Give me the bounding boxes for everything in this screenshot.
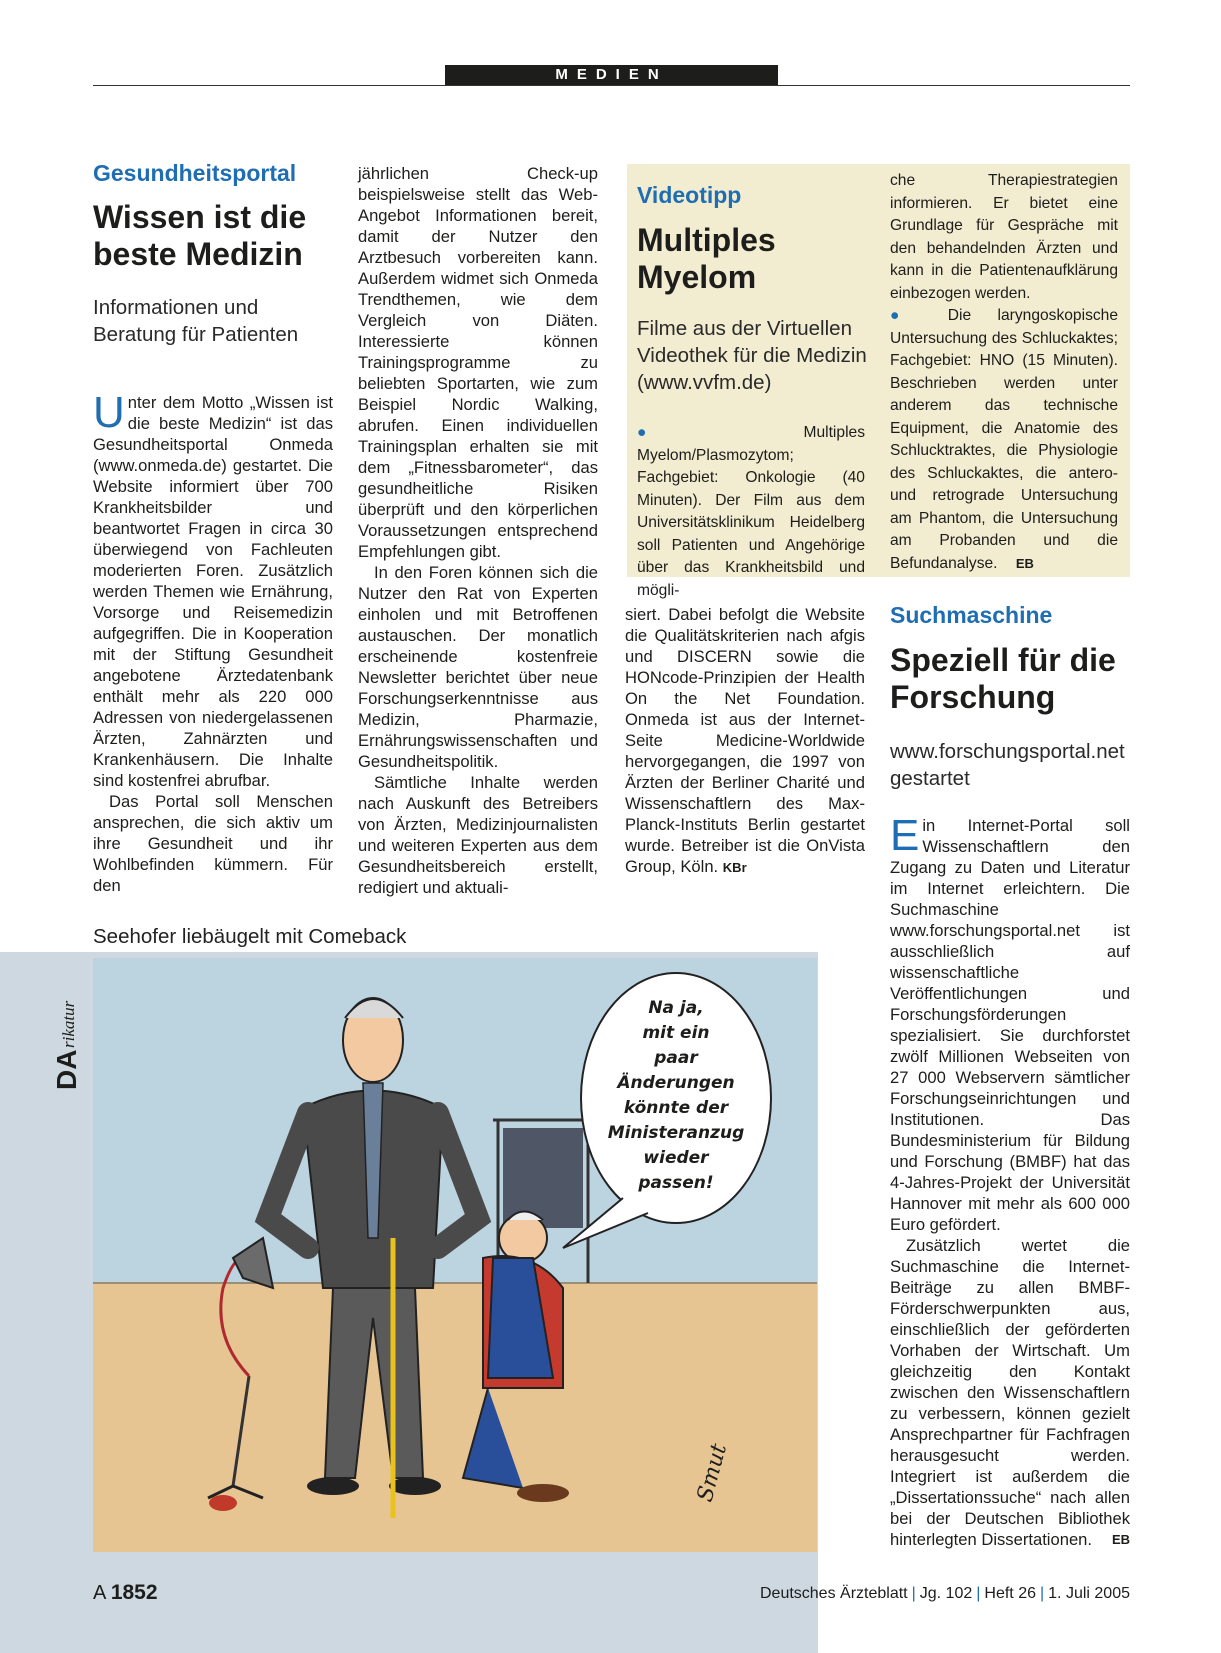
article1-kicker: Gesundheitsportal: [93, 160, 297, 186]
speech-line: wieder: [643, 1148, 709, 1168]
article1-column2: jährlichen Check-up beispielsweise stellt das Web-Angebot Informationen bereit, damit der Nutzer den Arztbesuch vorbereiten kann. Außerdem widmet sich Onmeda Trendthemen, wie dem Vergleich von Diäten. Interessierte können Trainingsprogramme zu beliebten Sportarten, wie zum Beispiel Nordic Walking, abrufen. Einen individuellen Trainingsplan erhalten sie mit dem „Fitnessbarometer“, das gesundheitliche Risiken überprüft und den körperlichen Voraussetzungen entsprechend Empfehlungen gibt. In den Foren können sich die Nutzer den Rat von Experten einholen und mit Betroffenen austauschen. Der monatlich erscheinende kostenfreie Newsletter berichtet über neue Forschungserkenntnisse aus Medizin, Pharmazie, Ernährungswissenschaften und Gesundheitspolitik. Sämtliche Inhalte werden nach Auskunft des Betreibers von Ärzten, Medizinjournalisten und weiteren Experten aus dem Gesundheitsbereich erstellt, redigiert und aktuali-: [358, 164, 598, 897]
article2-body: Ein Internet-Portal soll Wissenschaftlern den Zugang zu Daten und Literatur im Internet erleichtern. Die Suchmaschine www.forschungsportal.net ist ausschließlich auf wissenschaftliche Veröffentlichungen und Forschungsförderungen spezialisiert. Sie durchforstet zwölf Millionen Webseiten von 27 000 Webservern sämtlicher Forschungseinrichtungen und Institutionen. Das Bundesministerium für Bildung und Forschung (BMBF) hat das 4-Jahres-Projekt der Universität Hannover mit mehr als 600 000 Euro gefördert. Zusätzlich wertet die Suchmaschine die Internet-Beiträge zu allen BMBF-Förderschwerpunkten aus, einschließlich der geförderten Vorhaben der Wirtschaft. Um gleichzeitig den Kontakt zwischen den Wissenschaftlern zu verbessern, können gezielt Ansprechpartner für Fachfragen herausgesucht werden. Integriert ist außerdem die „Dissertationssuche“ nach allen bei der Deutschen Bibliothek hinterlegten Dissertationen. EB: [890, 811, 1130, 1549]
speech-line: paar: [654, 1048, 698, 1068]
artist-signature: Smut: [692, 1441, 733, 1505]
article2-signature: EB: [1111, 1532, 1130, 1547]
article1-dropcap: U: [93, 388, 125, 437]
videotipp-title: Multiples Myelom: [637, 222, 776, 295]
article1-title: Wissen ist die beste Medizin: [93, 199, 307, 272]
logo-rest-text: rikatur: [59, 1000, 78, 1048]
header-rule: [93, 85, 1130, 86]
bullet-icon: ●: [637, 424, 723, 441]
article2-title: Speziell für die Forschung: [890, 642, 1116, 715]
videotipp-item1: ● Multiples Myelom/Plasmozytom; Fachgebiet: Onkologie (40 Minuten). Der Film aus dem Universitätsklinikum Heidelberg soll Patienten und Angehörige über das Krankheitsbild und mögli-: [637, 424, 865, 599]
article2-kicker: Suchmaschine: [890, 602, 1053, 628]
videotipp-kicker: Videotipp: [637, 182, 742, 208]
cartoon-floor: [93, 1283, 817, 1552]
speech-line: Ministeranzug: [607, 1123, 745, 1143]
section-label: MEDIEN: [445, 65, 778, 85]
cartoon-caption: Seehofer liebäugelt mit Comeback: [93, 925, 407, 948]
videotipp-subtitle: Filme aus der Virtuellen Videothek für die Medizin (www.vvfm.de): [637, 317, 867, 394]
article1-column1: Unter dem Motto „Wissen ist die beste Medizin“ ist das Gesundheitsportal Onmeda (www.onmeda.de) gestartet. Die Website informiert über 700 Krankheitsbilder und beantwortet Fragen in circa 30 überwiegend von Fachleuten moderierten Foren. Zusätzlich werden Themen wie Ernährung, Vorsorge und Reisemedizin aufgegriffen. Die in Kooperation mit der Stiftung Gesundheit angebotene Ärztedatenbank enthält mehr als 220 000 Adressen von niedergelassenen Ärzten, Zahnärzten und Krankenhäusern. Die Inhalte sind kostenfrei abrufbar. Das Portal soll Menschen ansprechen, die sich aktiv um ihre Gesundheit und ihr Wohlbefinden kümmern. Für den: [93, 388, 333, 895]
speech-line: mit ein: [642, 1023, 710, 1043]
speech-line: Änderungen: [617, 1073, 735, 1093]
darikatur-logo: [48, 980, 84, 1090]
article1-signature: KBr: [722, 860, 747, 875]
article1-column3: siert. Dabei befolgt die Website die Qualitätskriterien nach afgis und DISCERN sowie die HONcode-Prinzipien der Health On the Net Foundation. Onmeda ist aus der Internet-Seite Medicine-Worldwide hervorgegangen, die 1997 von Ärzten der Berliner Charité und Wissenschaftlern des Max-Planck-Instituts Berlin gestartet wurde. Betreiber ist die OnVista Group, Köln. KBr: [625, 605, 865, 876]
article1-subtitle: Informationen und Beratung für Patienten: [93, 296, 299, 346]
cartoon-image: [93, 958, 817, 1552]
logo-da-text: DA: [51, 1049, 82, 1090]
bullet-icon: ●: [890, 307, 922, 324]
page-number: A 1852: [93, 1581, 158, 1604]
article2-dropcap: E: [890, 811, 920, 860]
speech-line: passen!: [638, 1173, 714, 1193]
videotipp-column2: che Therapiestrategien informieren. Er bietet eine Grundlage für Gespräche mit den behandelnden Ärzten und kann in die Patientenaufklärung einbezogen werden. ● Die laryngoskopische Untersuchung des Schluckaktes; Fachgebiet: HNO (15 Minuten). Beschrieben werden unter anderem das technische Equipment, die Anatomie des Schlucktraktes, die Physiologie des Schluckaktes, die antero- und retrograde Untersuchung am Phantom, die Untersuchung am Probanden und die Befundanalyse. EB: [890, 172, 1119, 572]
videotipp-signature: EB: [1015, 555, 1034, 571]
article2-subtitle: www.forschungsportal.net gestartet: [890, 740, 1125, 790]
journal-footer: Deutsches Ärzteblatt | Jg. 102 | Heft 26 | 1. Juli 2005: [759, 1585, 1130, 1602]
speech-line: Na ja,: [648, 998, 704, 1018]
speech-line: könnte der: [623, 1098, 729, 1118]
